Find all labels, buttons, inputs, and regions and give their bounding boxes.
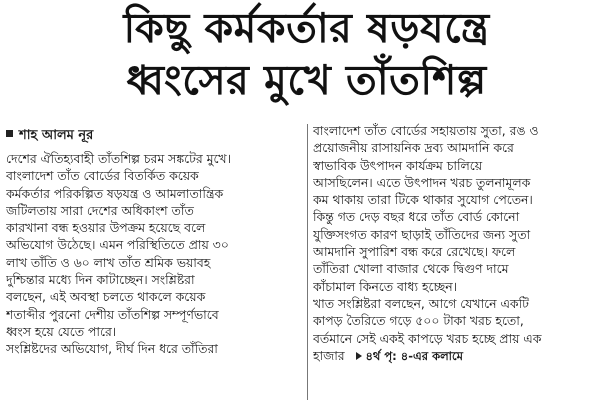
left-line: শতাব্দীর পুরনো দেশীয় তাঁতশিল্প সম্পূর্ণভাবে: [6, 306, 219, 322]
left-line: বলছেন, এই অবস্থা চলতে থাকলে কয়েক: [6, 289, 206, 305]
continuation-note[interactable]: [356, 349, 463, 363]
left-line: দেশের ঐতিহ্যবাহী তাঁতশিল্প চরম সঙ্কটের মুখে।: [6, 151, 231, 166]
left-line: লাখ তাঁতি ও ৬০ লাখ তাঁত শ্রমিক ভয়াবহ: [6, 254, 211, 270]
left-line: ধ্বংস হয়ে যেতে পারে।: [6, 323, 117, 339]
right-line: কাঁচামাল কিনতে বাধ্য হচ্ছেন।: [313, 278, 458, 294]
right-line: স্বাভাবিক উৎপাদন কার্যক্রম চালিয়ে: [313, 157, 483, 173]
left-line: দুশ্চিন্তার মধ্যে দিন কাটাচ্ছেন। সংশ্লিষ্টরা: [6, 272, 195, 288]
continuation-label: ৪র্থ পৃ: ৪-এর কলামে: [365, 348, 464, 363]
right-line: আমদানি সুপারিশ বন্ধ করে রেখেছে। ফলে: [313, 244, 516, 260]
left-column: [6, 150, 303, 358]
right-line: হাজার: [313, 347, 345, 363]
headline-line-2: ধ্বংসের মুখে তাঁতশিল্প: [126, 56, 487, 104]
left-line: অভিযোগ উঠেছে। এমন পরিস্থিতিতে প্রায় ৩০: [6, 237, 229, 253]
right-line: বাংলাদেশ তাঁত বোর্ডের সহায়তায় সুতা, রঙ ও: [313, 123, 539, 138]
right-line: কাপড় তৈরিতে গড়ে ৫০০ টাকা খরচ হতো,: [313, 313, 524, 329]
right-line: যুক্তিসংগত কারণ ছাড়াই তাঁতিদের জন্য সুতা: [313, 226, 531, 242]
headline-line-1: কিছু কর্মকর্তার ষড়যন্ত্রে: [123, 4, 490, 52]
byline-square-icon: [6, 130, 13, 137]
arrow-right-icon: [356, 352, 362, 360]
byline: [6, 126, 93, 147]
right-line: খাত সংশ্লিষ্টরা বলছেন, আগে যেখানে একটি: [313, 295, 529, 311]
right-line: প্রয়োজনীয় রাসায়নিক দ্রব্য আমদানি করে: [313, 140, 514, 156]
right-column: [313, 122, 607, 365]
left-line: কারখানা বন্ধ হওয়ার উপক্রম হয়েছে বলে: [6, 220, 206, 236]
byline-author: শাহ আলম নূর: [19, 128, 94, 143]
left-line: সংশ্লিষ্টদের অভিযোগ, দীর্ঘ দিন ধরে তাঁতিরা: [6, 341, 218, 357]
right-line: তাঁতিরা খোলা বাজার থেকে দ্বিগুণ দামে: [313, 261, 509, 277]
headline: [0, 2, 613, 106]
right-line: কম থাকায় তারা টিকে থাকার সুযোগ পেতেন।: [313, 192, 533, 208]
left-line: বাংলাদেশ তাঁত বোর্ডের বিতর্কিত কয়েক: [6, 168, 199, 184]
column-divider: [307, 124, 308, 400]
right-last-line: [313, 347, 607, 365]
left-line: কর্মকর্তার পরিকল্পিত ষড়যন্ত্র ও আমলাতান্ত্রিক: [6, 185, 224, 201]
right-line: আসছিলেন। এতে উৎপাদন খরচ তুলনামূলক: [313, 174, 531, 190]
right-line: বর্তমানে সেই একই কাপড়ে খরচ হচ্ছে প্রায় এক: [313, 330, 542, 346]
left-line: জটিলতায় সারা দেশের অধিকাংশ তাঁত: [6, 202, 194, 218]
right-line: কিন্তু গত দেড় বছর ধরে তাঁত বোর্ড কোনো: [313, 209, 520, 225]
